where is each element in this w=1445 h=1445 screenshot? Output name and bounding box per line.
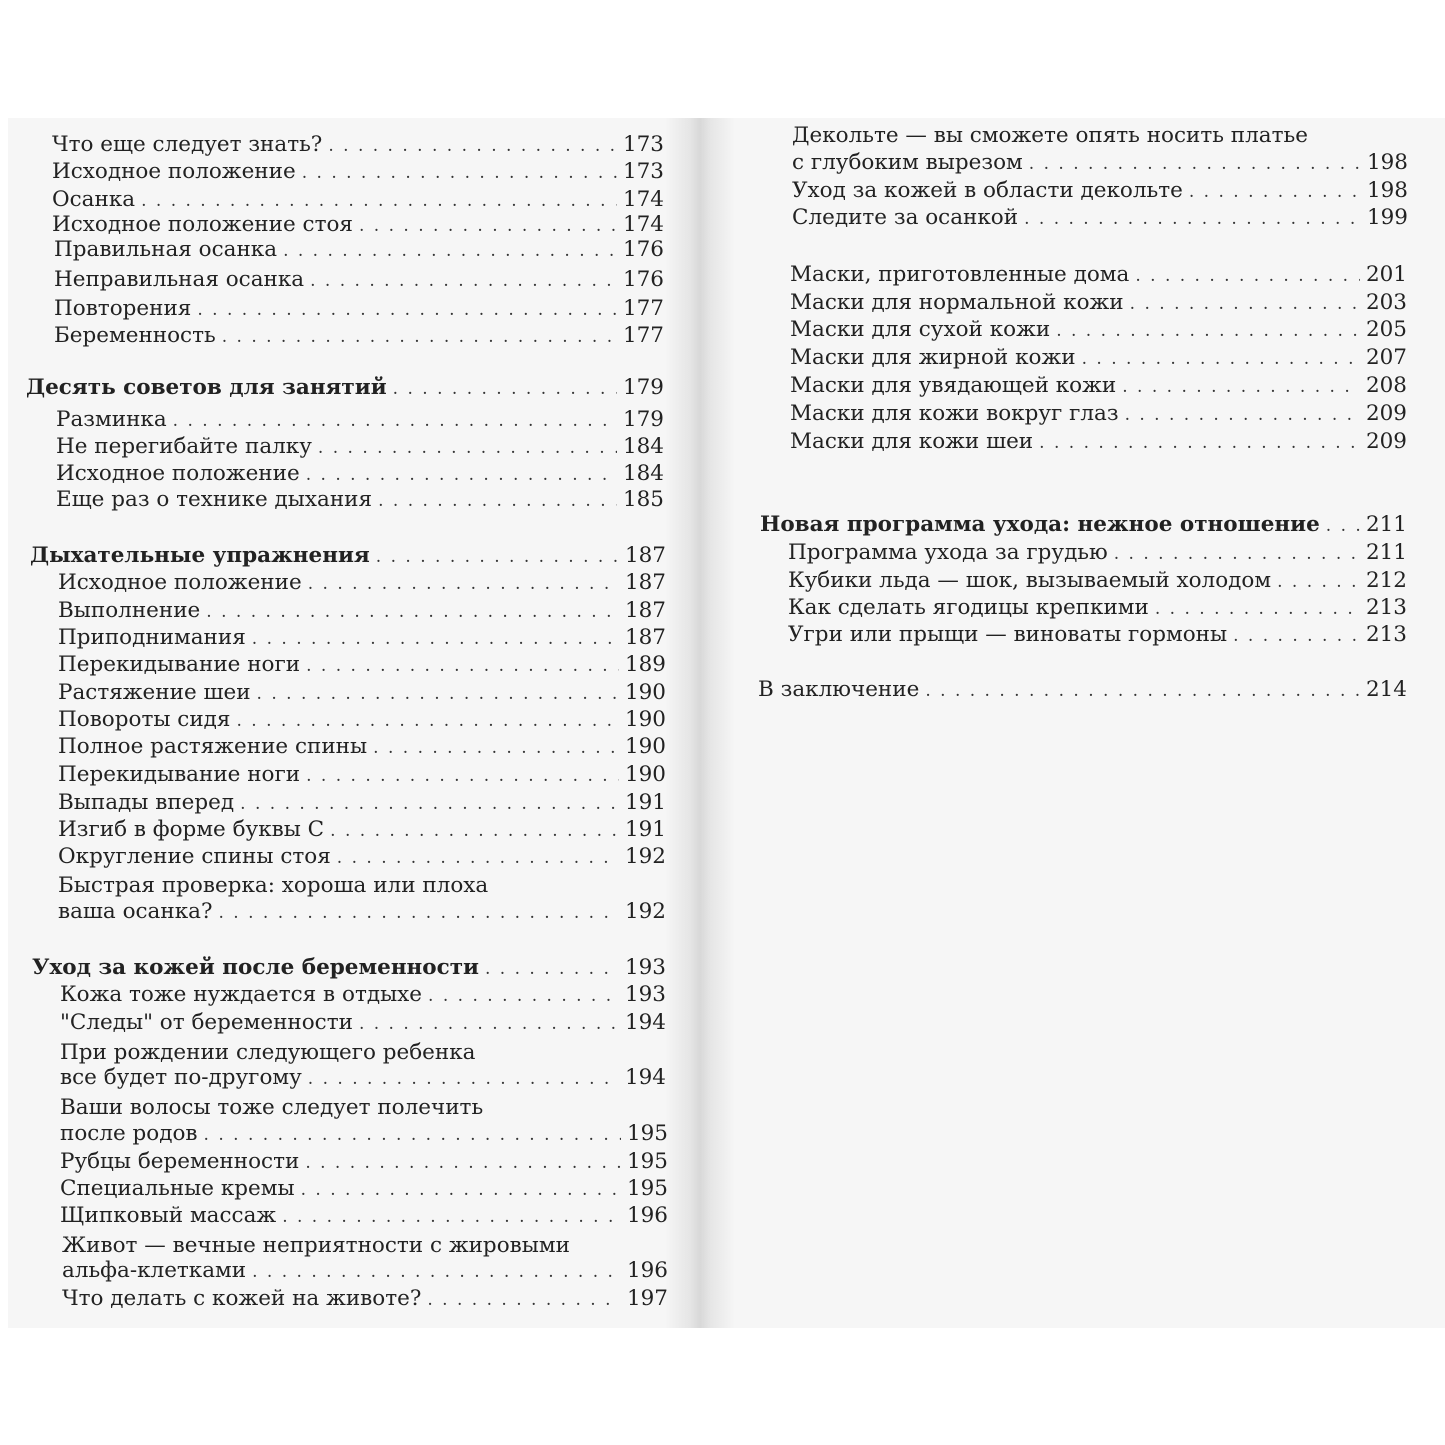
toc-entry: Маски для жирной кожи . . . 207 [790, 344, 1407, 373]
toc-entry: Следите за осанкой . . . 199 [792, 204, 1408, 233]
toc-entry: Маски, приготовленные дома . . . 201 [790, 261, 1407, 290]
toc-entry: Осанка . . . 174 [52, 186, 664, 215]
toc-entry: Что делать с кожей на животе? . . . 197 [62, 1285, 668, 1314]
toc-entry: после родов . . . 195 [60, 1120, 668, 1149]
toc-entry: Уход за кожей в области декольте . . . 198 [792, 177, 1408, 206]
toc-entry: Исходное положение . . . 187 [58, 569, 666, 598]
toc-entry: Программа ухода за грудью . . . 211 [788, 539, 1407, 568]
toc-entry: Перекидывание ноги . . . 190 [58, 761, 666, 790]
toc-entry: Округление спины стоя . . . 192 [58, 843, 666, 872]
toc-entry: все будет по-другому . . . 194 [60, 1064, 666, 1093]
toc-entry: Разминка . . . 179 [56, 406, 664, 435]
right-page [735, 0, 1445, 1328]
toc-entry: Кубики льда — шок, вызываемый холодом . . . 212 [788, 567, 1407, 596]
toc-entry: Маски для сухой кожи . . . 205 [790, 316, 1407, 345]
toc-entry: Не перегибайте палку . . . 184 [56, 433, 664, 462]
toc-entry: Изгиб в форме буквы С . . . 191 [58, 816, 666, 845]
toc-entry: Выполнение . . . 187 [58, 597, 666, 626]
toc-entry: Выпады вперед . . . 191 [58, 789, 666, 818]
toc-entry: "Следы" от беременности . . . 194 [60, 1009, 666, 1038]
toc-entry: Повороты сидя . . . 190 [58, 706, 666, 735]
toc-entry: Маски для кожи вокруг глаз . . . 209 [790, 400, 1407, 429]
toc-chapter: Десять советов для занятий . . . 179 [26, 374, 664, 403]
toc-entry: Исходное положение . . . 184 [56, 460, 664, 489]
toc-entry-line: Декольте — вы сможете опять носить платье [792, 123, 1308, 148]
toc-chapter: Дыхательные упражнения . . . 187 [30, 542, 666, 571]
toc-entry: Маски для нормальной кожи . . . 203 [790, 289, 1407, 318]
toc-entry: Щипковый массаж . . . 196 [60, 1202, 668, 1231]
toc-chapter: Новая программа ухода: нежное отношение . . . 211 [760, 511, 1407, 540]
toc-entry: с глубоким вырезом . . . 198 [792, 149, 1408, 178]
toc-entry: Маски для кожи шеи . . . 209 [790, 428, 1407, 457]
toc-entry: Беременность . . . 177 [54, 322, 664, 351]
toc-entry: Повторения . . . 177 [54, 295, 664, 324]
toc-entry: Растяжение шеи . . . 190 [58, 679, 666, 708]
toc-entry-line: Живот — вечные неприятности с жировыми [62, 1233, 570, 1258]
toc-entry: В заключение . . . 214 [758, 676, 1407, 705]
toc-entry: Полное растяжение спины . . . 190 [58, 733, 666, 762]
toc-entry: Исходное положение . . . 173 [52, 158, 664, 187]
toc-entry: Маски для увядающей кожи . . . 208 [790, 372, 1407, 401]
toc-entry: ваша осанка? . . . 192 [58, 898, 666, 927]
left-page [0, 0, 668, 1328]
toc-entry: Еще раз о технике дыхания . . . 185 [56, 486, 664, 515]
toc-entry: Перекидывание ноги . . . 189 [58, 651, 666, 680]
toc-entry: Правильная осанка . . . 176 [54, 236, 664, 265]
toc-entry: альфа-клетками . . . 196 [62, 1257, 668, 1286]
toc-entry-line: При рождении следующего ребенка [60, 1040, 476, 1065]
toc-entry: Неправильная осанка . . . 176 [54, 266, 664, 295]
toc-entry: Исходное положение стоя . . . 174 [52, 211, 664, 240]
toc-entry: Специальные кремы . . . 195 [60, 1175, 668, 1204]
toc-entry: Приподнимания . . . 187 [58, 624, 666, 653]
toc-entry: Угри или прыщи — виноваты гормоны . . . 213 [788, 621, 1407, 650]
toc-entry: Что еще следует знать? . . . 173 [52, 131, 664, 160]
book-gutter [665, 118, 735, 1328]
toc-entry-line: Быстрая проверка: хороша или плоха [58, 873, 489, 898]
toc-entry: Кожа тоже нуждается в отдыхе . . . 193 [60, 981, 666, 1010]
toc-entry-line: Ваши волосы тоже следует полечить [60, 1095, 484, 1120]
toc-entry: Как сделать ягодицы крепкими . . . 213 [788, 594, 1407, 623]
toc-entry: Рубцы беременности . . . 195 [60, 1148, 668, 1177]
toc-chapter: Уход за кожей после беременности . . . 193 [32, 954, 666, 983]
